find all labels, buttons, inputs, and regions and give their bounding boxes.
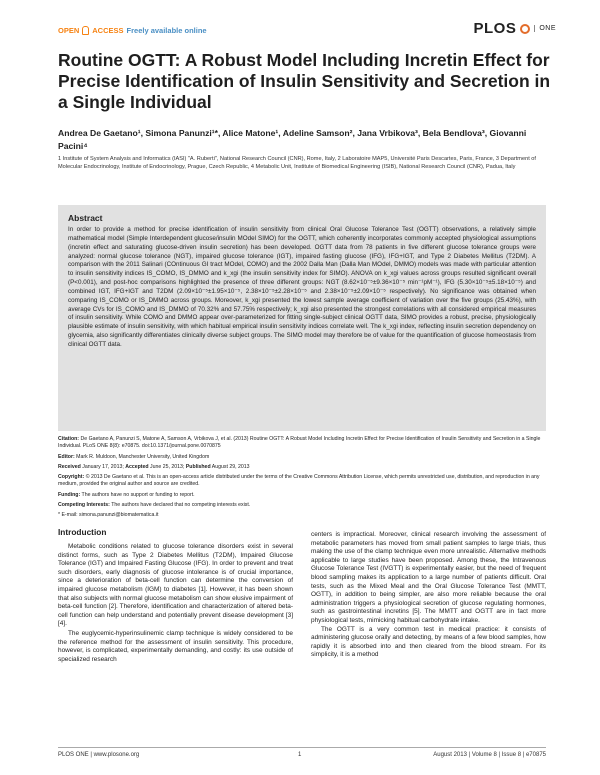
- competing-block: [58, 502, 546, 509]
- citation-text: De Gaetano A, Panunzi S, Matone A, Samson A, Vrbikova J, et al. (2013) Routine OGTT: A Robust Model Including Incretin Effect for Precise Identification of Insulin Sensitivity and Secretion in a Single Individual. PLoS ONE 8(8): e70875. doi:10.1371/journal.pone.0070875: [58, 436, 541, 450]
- open-lock-icon: [82, 26, 89, 35]
- intro-paragraph-4: The OGTT is a very common test in medical practice: it consists of administering glucose orally and detecting, by means of a few blood samples, how rapidly it is absorbed into and then cleared from the blood stream. For its simplicity, it is a method: [311, 625, 546, 659]
- affiliations: 1 Institute of System Analysis and Informatics (IASI) "A. Ruberti", National Research Council (CNR), Rome, Italy, 2 Laboratoire MAP5, Université Paris Descartes, Paris, France, 3 Department of Molecular Endocrinology, Institute of Endocrinology, Prague, Czech Republic, 4 Metabolic Unit, Institute of Biomedical Engineering (ISIB), National Research Council (CNR), Padua, Italy: [58, 156, 536, 170]
- copyright-text: © 2013 De Gaetano et al. This is an open-access article distributed under the terms of the Creative Commons Attribution License, which permits unrestricted use, distribution, and reproduction in any medium, provided the original author and source are credited.: [58, 474, 540, 488]
- funding-label: Funding:: [58, 491, 81, 498]
- citation-block: [58, 436, 546, 451]
- footer-divider: [58, 747, 546, 748]
- page-footer: [58, 752, 546, 758]
- accepted-label: Accepted: [125, 463, 149, 470]
- intro-paragraph-2: The euglycemic-hyperinsulinemic clamp technique is widely considered to be the reference method for the assessment of insulin sensitivity. This procedure, however, is complicated, experimentally demanding, and costly: its use outside of specialized research: [58, 629, 293, 663]
- competing-text: The authors have declared that no competing interests exist.: [111, 502, 251, 509]
- body-column-left: [58, 543, 293, 665]
- editor-block: [58, 454, 546, 461]
- plos-gear-icon: [520, 24, 530, 34]
- open-access-label: OPEN: [58, 26, 80, 35]
- funding-text: The authors have no support or funding to report.: [81, 491, 195, 498]
- article-metadata: [58, 436, 546, 523]
- intro-paragraph-3: centers is impractical. Moreover, clinical research involving the assessment of metabolic parameters has moved from small patient samples to large trials, thus making the use of the clamp technique even more unrealistic. Alternative methods applicable to large studies have been proposed. Among these, the Intravenous Glucose Tolerance Test (IVGTT) is experimentally easier, but the need of frequent blood sampling makes its application to a large number of patients difficult. Oral tests, such as the Mixed Meal and the Oral Glucose Tolerance Test (MMTT, OGTT), in addition to being simpler, are also more reliable because the oral administration triggers a physiological secretion of glucose regulating hormones, such as gastrointestinal incretins [5]. The MMTT and OGTT are in fact more physiological tests, mimicking habitual carbohydrate intake.: [311, 531, 546, 624]
- footer-journal[interactable]: PLOS ONE | www.plosone.org: [58, 752, 140, 758]
- copyright-label: Copyright:: [58, 474, 85, 481]
- body-column-right: [311, 531, 546, 660]
- author-list: Andrea De Gaetano¹, Simona Panunzi¹*, Alice Matone¹, Adeline Samson², Jana Vrbikova³, Bela Bendlova³, Giovanni Pacini⁴: [58, 128, 527, 151]
- access-label: ACCESS: [92, 26, 124, 35]
- article-title: Routine OGTT: A Robust Model Including Incretin Effect for Precise Identification of Insulin Sensitivity and Secretion in a Single Individual: [58, 50, 551, 112]
- abstract-body: In order to provide a method for precise identification of insulin sensitivity from clinical Oral Glucose Tolerance Test (OGTT) observations, a relatively simple mathematical model (Simple Interdependent glucose/insulin MOdel SIMO) for the OGTT, which coherently incorporates commonly accepted physiological assumptions (incretin effect and saturating glucose-driven insulin secretion) has been developed. OGTT data from 78 patients in five different glucose tolerance groups were analyzed: normal glucose tolerance (NGT), impaired glucose tolerance (IGT), impaired fasting glucose (IFG), IFG+IGT, and Type 2 Diabetes Mellitus (T2DM). A comparison with the 2011 Salinari (COntinuous GI tract MOdel, COMO) and the 2002 Dalla Man (Dalla Man MOdel, DMMO) models was made with particular attention to insulin sensitivity indices IS_COMO, IS_DMMO and k_xgi (the insulin sensitivity index for SIMO). ANOVA on k_xgi values across groups resulted significant overall (P<0.001), and post-hoc comparisons highlighted the presence of three different groups: NGT (8.62×10⁻⁵±9.36×10⁻⁵ min⁻¹pM⁻¹), IFG (5.30×10⁻⁵±5.18×10⁻⁵) and combined IGT, IFG+IGT and T2DM (2.09×10⁻⁵±1.95×10⁻⁵, 2.38×10⁻⁵±2.28×10⁻⁵ and 2.38×10⁻⁵±2.09×10⁻⁵ respectively). No significance was obtained when comparing IS_COMO or IS_DMMO across groups. Moreover, k_xgi presented the lowest sample average coefficient of variation over the five groups (25.43%), with average CVs for IS_COMO and IS_DMMO of 70.32% and 57.75% respectively; k_xgi also presented the strongest correlations with all considered empirical measures of insulin sensitivity. While COMO and DMMO appear over-parameterized for fitting single-subject clinical OGTT data, SIMO provides a robust, precise, physiologically plausible estimate of insulin sensitivity, with which habitual empirical insulin sensitivity indices correlate well. The k_xgi index, reflecting insulin secretion dependency on glycemia, also significantly differentiates clinically diverse subject groups. The SIMO model may therefore be of value for the quantification of glucose homeostasis from clinical OGTT data.: [68, 226, 536, 348]
- published-date: August 29, 2013: [211, 463, 250, 470]
- competing-label: Competing Interests:: [58, 502, 110, 509]
- page-header: [0, 0, 600, 48]
- plos-one-label: ONE: [534, 25, 556, 32]
- copyright-block: [58, 474, 546, 489]
- dates-block: [58, 464, 546, 471]
- abstract-box: [58, 205, 546, 431]
- corresponding-email[interactable]: * E-mail: simona.panunzi@biomatematica.it: [58, 512, 159, 519]
- plos-brand: PLOS: [473, 20, 517, 37]
- page-number: 1: [298, 752, 302, 758]
- plos-logo[interactable]: [473, 20, 556, 37]
- email-block[interactable]: [58, 512, 546, 519]
- abstract-heading: Abstract: [68, 213, 103, 223]
- open-access-badge[interactable]: [58, 26, 207, 35]
- published-label: Published: [185, 463, 211, 470]
- editor-text: Mark R. Muldoon, Manchester University, United Kingdom: [76, 453, 210, 460]
- footer-issue: August 2013 | Volume 8 | Issue 8 | e70875: [433, 752, 546, 758]
- funding-block: [58, 492, 546, 499]
- intro-paragraph-1: Metabolic conditions related to glucose tolerance disorders exist in several distinct forms, such as Type 2 Diabetes Mellitus (T2DM), Impaired Glucose Tolerance (IGT) and Impaired Fasting Glucose (IFG). In order to prevent and treat such disorders, early diagnosis of glucose intolerance is of crucial importance, since a deterioration of beta-cell function can determine the conversion of impaired glucose metabolism (IGM) to diabetes [1]. However, it has been shown that also subjects with normal glucose metabolism can show elusive impairment of beta-cell function [2]. Therefore, identification and characterization of altered beta-cell function can help understand and potentially prevent disease development [3] [4].: [58, 543, 293, 628]
- free-online-label: Freely available online: [126, 26, 207, 35]
- citation-label: Citation:: [58, 436, 80, 442]
- received-label: Received: [58, 463, 81, 470]
- editor-label: Editor:: [58, 453, 75, 460]
- introduction-heading: Introduction: [58, 527, 107, 537]
- received-date: January 17, 2013;: [82, 463, 124, 470]
- accepted-date: June 25, 2013;: [150, 463, 185, 470]
